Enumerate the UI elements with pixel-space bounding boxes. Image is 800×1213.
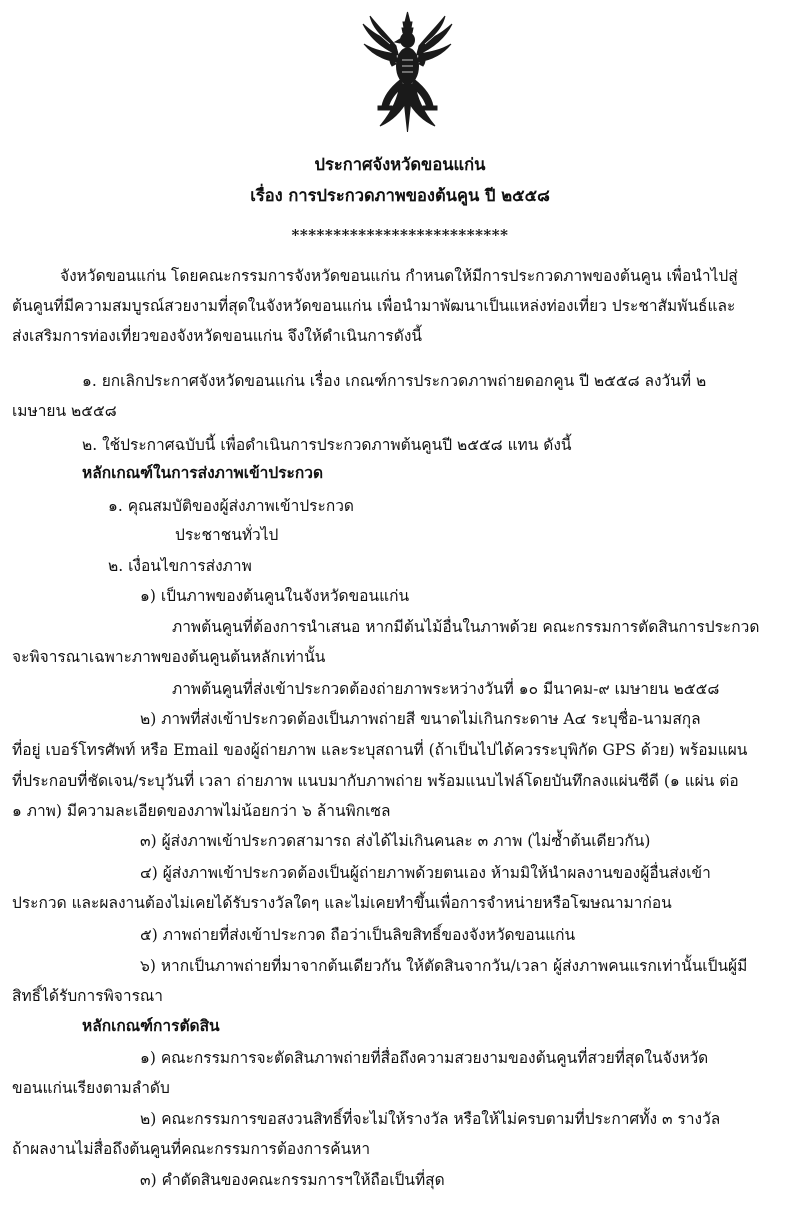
condition-6-line-1: ๖) หากเป็นภาพถ่ายที่มาจากต้นเดียวกัน ให้ตัดสินจากวัน/เวลา ผู้ส่งภาพคนแรกเท่านั้นเป็นผู้มี bbox=[140, 957, 748, 975]
condition-4-line-1: ๔) ผู้ส่งภาพเข้าประกวดต้องเป็นผู้ถ่ายภาพด้วยตนเอง ห้ามมิให้นำผลงานของผู้อื่นส่งเข้า bbox=[140, 864, 711, 882]
qualification-value: ประชาชนทั่วไป bbox=[175, 526, 279, 544]
judging-1-line-1: ๑) คณะกรรมการจะตัดสินภาพถ่ายที่สื่อถึงความสวยงามของต้นคูนที่สวยที่สุดในจังหวัด bbox=[140, 1049, 709, 1067]
judging-1-line-2: ขอนแก่นเรียงตามลำดับ bbox=[12, 1079, 170, 1097]
garuda-emblem-icon bbox=[360, 10, 455, 135]
section-heading-submission: หลักเกณฑ์ในการส่งภาพเข้าประกวด bbox=[82, 463, 324, 482]
condition-1: ๑) เป็นภาพของต้นคูนในจังหวัดขอนแก่น bbox=[140, 587, 410, 605]
condition-2-line-3: ที่ประกอบที่ชัดเจน/ระบุวันที่ เวลา ถ่ายภาพ แนบมากับภาพถ่าย พร้อมแนบไฟล์โดยบันทึกลงแผ่นซีดี (๑ แผ่น ต่อ bbox=[12, 772, 739, 790]
item-2: ๒. ใช้ประกาศฉบับนี้ เพื่อดำเนินการประกวดภาพต้นคูนปี ๒๕๕๘ แทน ดังนี้ bbox=[82, 436, 572, 454]
section-heading-judging: หลักเกณฑ์การตัดสิน bbox=[82, 1016, 220, 1035]
judging-2-line-1: ๒) คณะกรรมการขอสงวนสิทธิ์ที่จะไม่ให้รางวัล หรือให้ไม่ครบตามที่ประกาศทั้ง ๓ รางวัล bbox=[140, 1110, 721, 1128]
condition-3: ๓) ผู้ส่งภาพเข้าประกวดสามารถ ส่งได้ไม่เกินคนละ ๓ ภาพ (ไม่ซ้ำต้นเดียวกัน) bbox=[140, 832, 651, 850]
intro-line-3: ส่งเสริมการท่องเที่ยวของจังหวัดขอนแก่น จึงให้ดำเนินการดังนี้ bbox=[12, 327, 422, 345]
title-separator: ************************** bbox=[291, 226, 509, 244]
judging-2-line-2: ถ้าผลงานไม่สื่อถึงต้นคูนที่คณะกรรมการต้องการค้นหา bbox=[12, 1140, 371, 1158]
condition-2-line-4: ๑ ภาพ) มีความละเอียดของภาพไม่น้อยกว่า ๖ ล้านพิกเซล bbox=[12, 802, 391, 820]
condition-1-date: ภาพต้นคูนที่ส่งเข้าประกวดต้องถ่ายภาพระหว่างวันที่ ๑๐ มีนาคม-๙ เมษายน ๒๕๕๘ bbox=[172, 680, 720, 698]
condition-5: ๕) ภาพถ่ายที่ส่งเข้าประกวด ถือว่าเป็นลิขสิทธิ์ของจังหวัดขอนแก่น bbox=[140, 926, 576, 944]
condition-1-detail-1: ภาพต้นคูนที่ต้องการนำเสนอ หากมีต้นไม้อื่นในภาพด้วย คณะกรรมการตัดสินการประกวด bbox=[172, 618, 760, 636]
item-1-line-1: ๑. ยกเลิกประกาศจังหวัดขอนแก่น เรื่อง เกณฑ์การประกวดภาพถ่ายดอกคูน ปี ๒๕๕๘ ลงวันที่ ๒ bbox=[82, 372, 707, 390]
condition-2-line-2: ที่อยู่ เบอร์โทรศัพท์ หรือ Email ของผู้ถ่ายภาพ และระบุสถานที่ (ถ้าเป็นไปได้ควรระบุพิกัด GPS ด้วย) พร้อมแผน bbox=[12, 741, 748, 759]
condition-6-line-2: สิทธิ์ได้รับการพิจารณา bbox=[12, 987, 163, 1005]
condition-4-line-2: ประกวด และผลงานต้องไม่เคยได้รับรางวัลใดๆ และไม่เคยทำขึ้นเพื่อการจำหน่ายหรือโฆษณามาก่อน bbox=[12, 894, 672, 912]
qualification-heading: ๑. คุณสมบัติของผู้ส่งภาพเข้าประกวด bbox=[108, 497, 354, 515]
condition-1-detail-2: จะพิจารณาเฉพาะภาพของต้นคูนต้นหลักเท่านั้น bbox=[12, 648, 326, 666]
document-title: ประกาศจังหวัดขอนแก่น bbox=[314, 155, 486, 174]
document-subject: เรื่อง การประกวดภาพของต้นคูน ปี ๒๕๕๘ bbox=[250, 186, 550, 205]
condition-2-line-1: ๒) ภาพที่ส่งเข้าประกวดต้องเป็นภาพถ่ายสี ขนาดไม่เกินกระดาษ A๔ ระบุชื่อ-นามสกุล bbox=[140, 710, 701, 728]
judging-3: ๓) คำตัดสินของคณะกรรมการฯให้ถือเป็นที่สุด bbox=[140, 1171, 445, 1189]
item-1-line-2: เมษายน ๒๕๕๘ bbox=[12, 402, 117, 420]
intro-line-2: ต้นคูนที่มีความสมบูรณ์สวยงามที่สุดในจังหวัดขอนแก่น เพื่อนำมาพัฒนาเป็นแหล่งท่องเที่ยว ประชาสัมพันธ์และ bbox=[12, 297, 736, 315]
intro-line-1: จังหวัดขอนแก่น โดยคณะกรรมการจังหวัดขอนแก่น กำหนดให้มีการประกวดภาพของต้นคูน เพื่อนำไปสู่ bbox=[60, 267, 738, 285]
conditions-heading: ๒. เงื่อนไขการส่งภาพ bbox=[108, 557, 252, 575]
